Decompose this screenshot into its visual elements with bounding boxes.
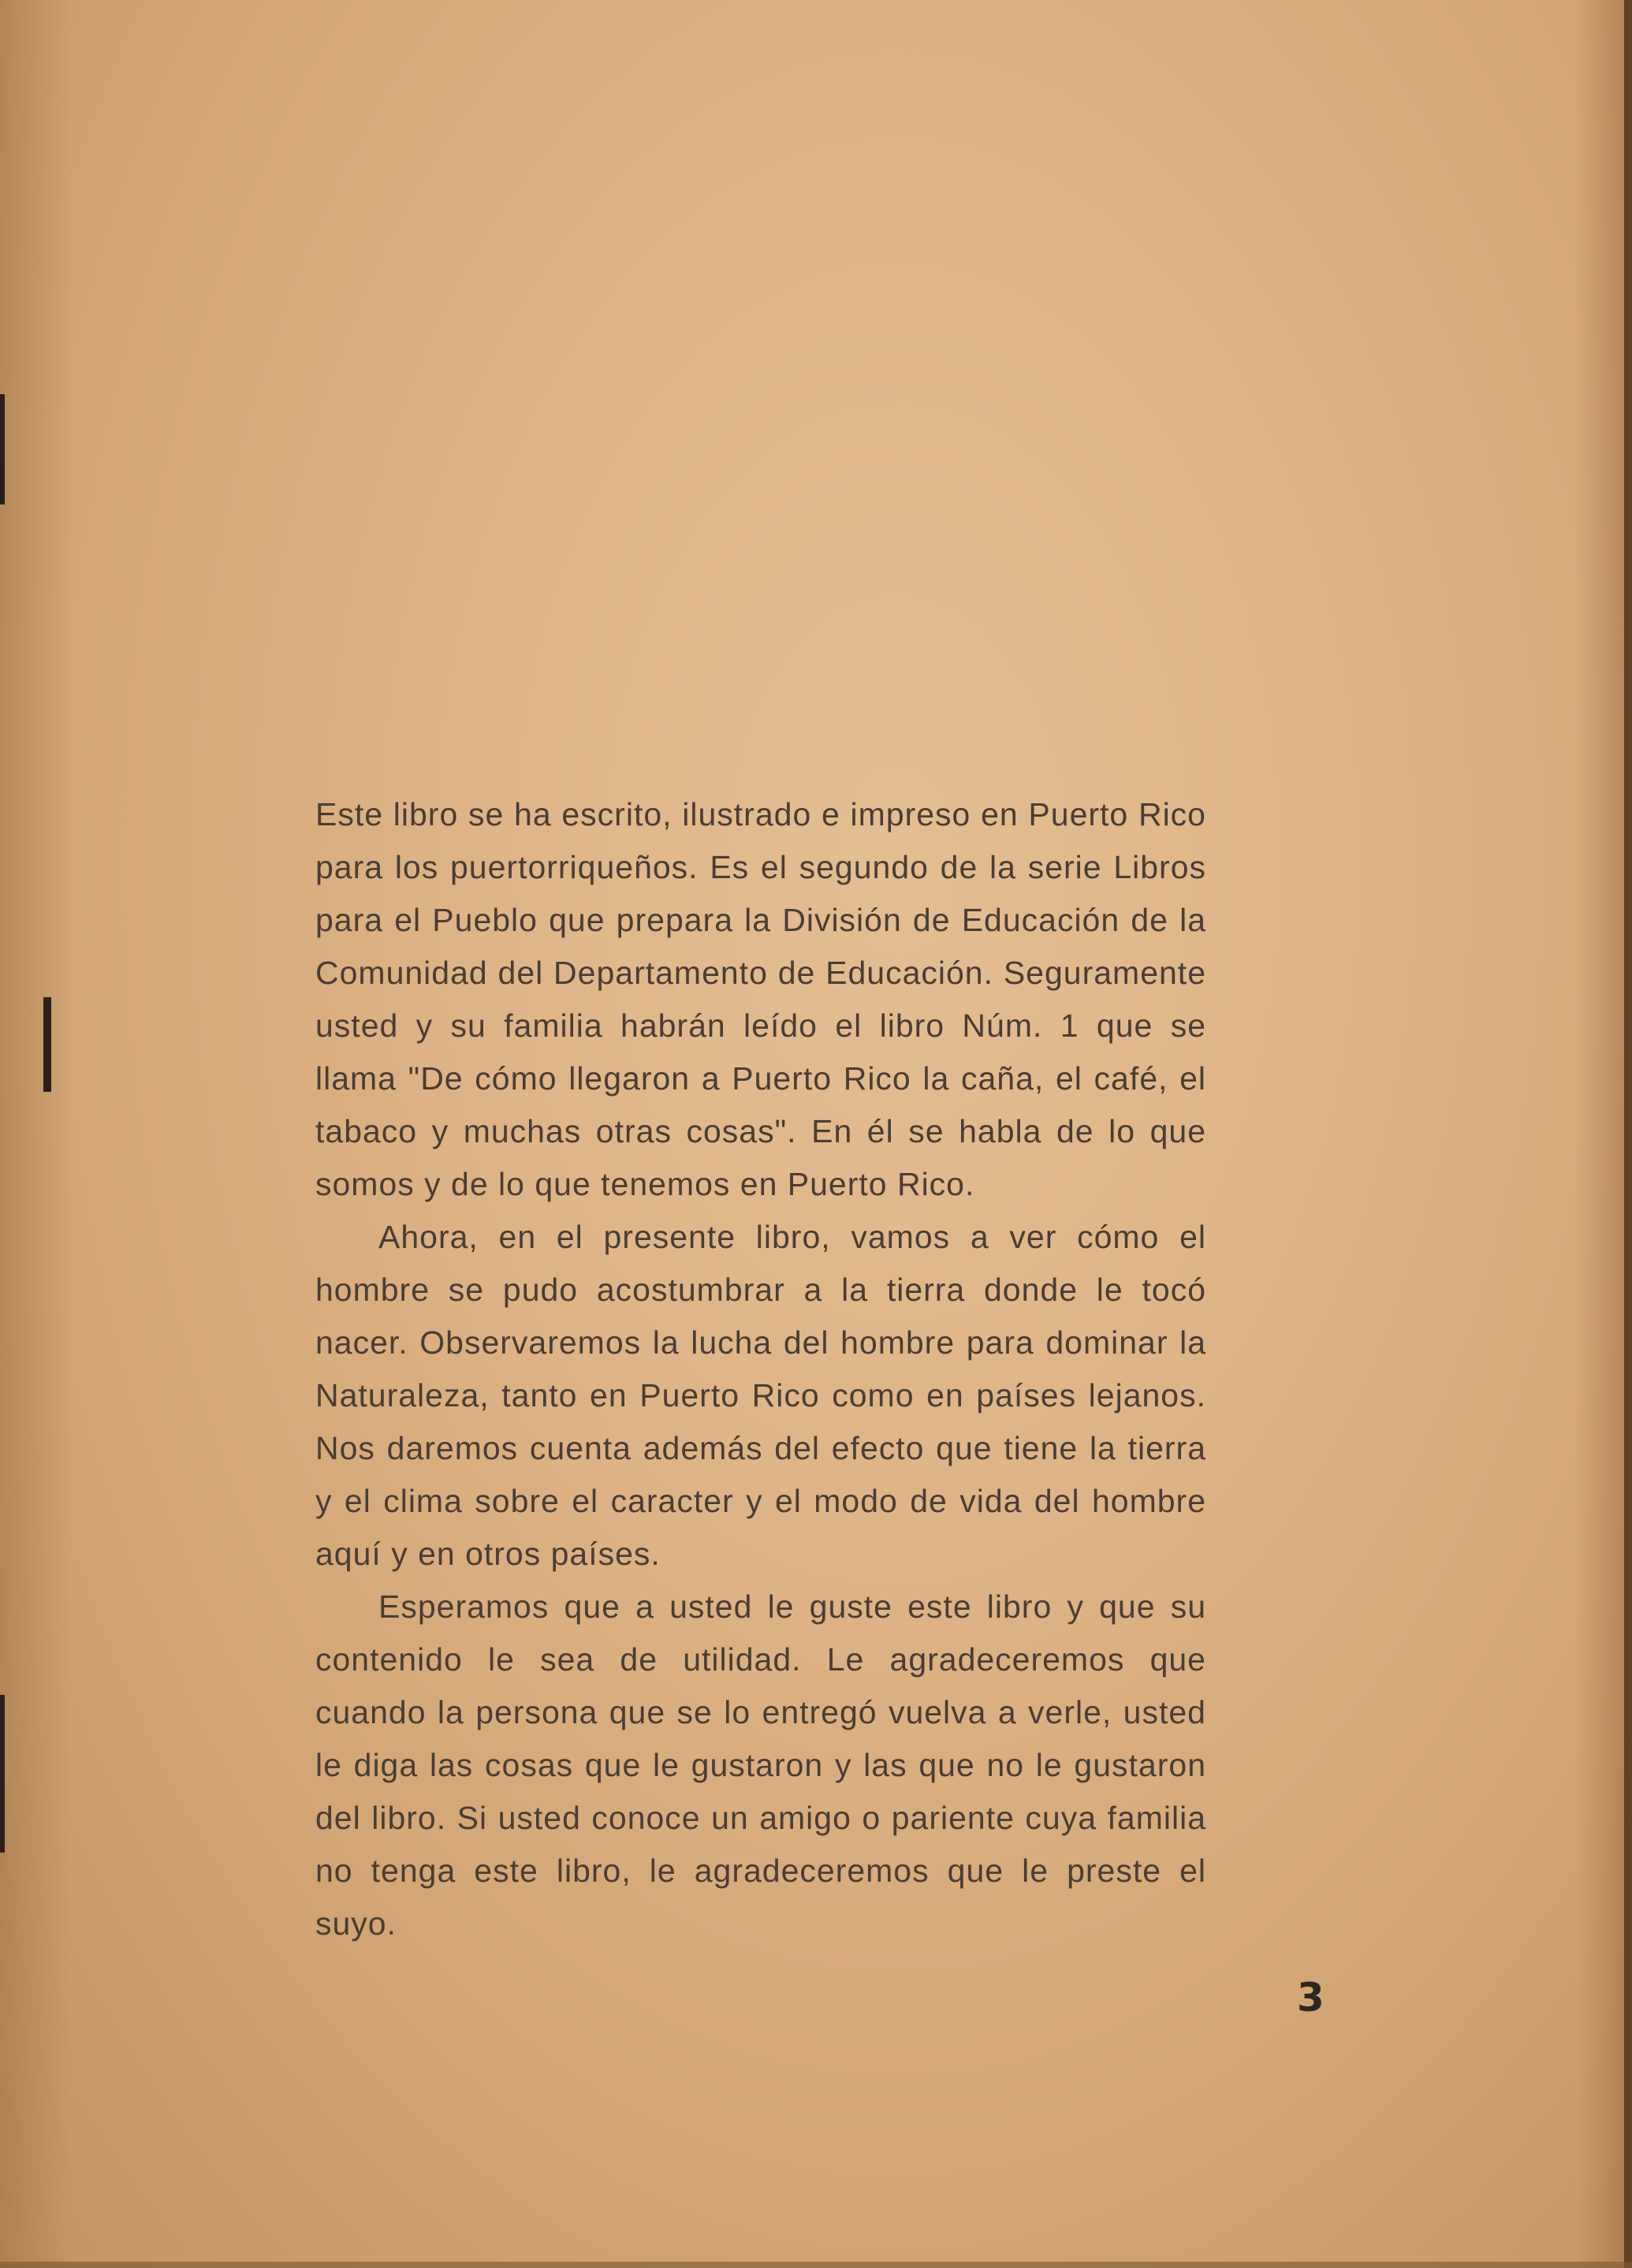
page-number: 3	[1297, 1975, 1325, 2020]
page-right-edge	[1624, 0, 1632, 2268]
binding-mark-left-lower	[0, 1695, 5, 1853]
page-bottom-edge	[0, 2262, 1632, 2268]
binding-mark-left	[43, 997, 51, 1092]
binding-mark-left-small	[0, 394, 5, 505]
paragraph-3: Esperamos que a usted le guste este libro y que su contenido le sea de utilidad. Le agradeceremos que cuando la persona que se lo entregó vuelva a verle, usted le diga las cosas que le gustaron y las que no le gustaron del libro. Si usted conoce un amigo o pariente cuya familia no tenga este libro, le agradeceremos que le preste el suyo.	[315, 1588, 1206, 1942]
paragraph-1: Este libro se ha escrito, ilustrado e impreso en Puerto Rico para los puertorriqueños. Es el segundo de la serie Libros para el Pueblo que prepara la División de Educación de la Comunidad del Departamento de Educación. Seguramente usted y su familia habrán leído el libro Núm. 1 que se llama "De cómo llegaron a Puerto Rico la caña, el café, el tabaco y muchas otras cosas". En él se habla de lo que somos y de lo que tenemos en Puerto Rico.	[315, 796, 1206, 1202]
body-text	[315, 788, 1206, 1950]
paragraph-2: Ahora, en el presente libro, vamos a ver cómo el hombre se pudo acostumbrar a la tierra donde le tocó nacer. Observaremos la lucha del hombre para dominar la Naturaleza, tanto en Puerto Rico como en países lejanos. Nos daremos cuenta además del efecto que tiene la tierra y el clima sobre el caracter y el modo de vida del hombre aquí y en otros países.	[315, 1219, 1206, 1572]
